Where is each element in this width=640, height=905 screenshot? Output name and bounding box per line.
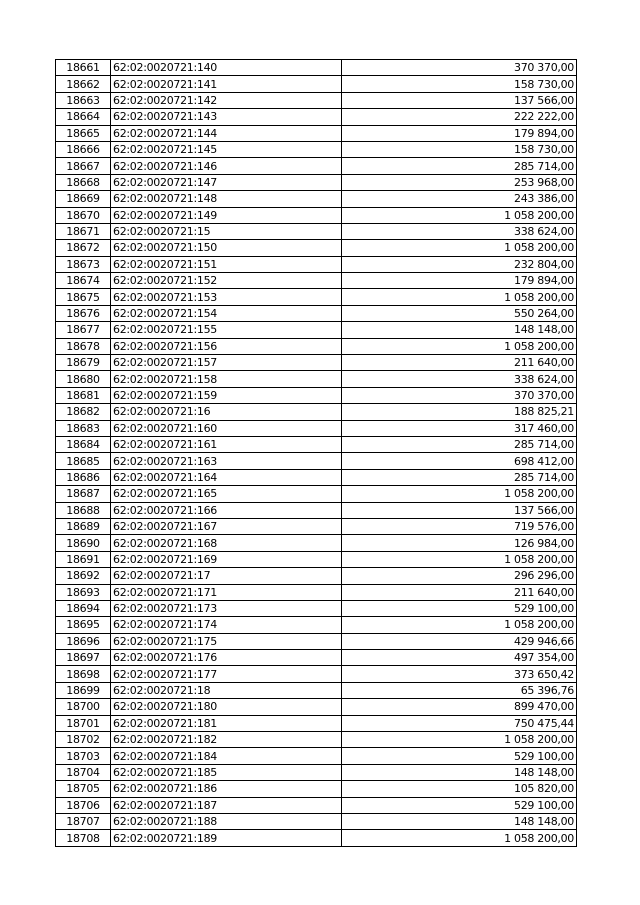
cadastral-value-cell: 1 058 200,00 — [342, 617, 577, 633]
cadastral-value-cell: 158 730,00 — [342, 141, 577, 157]
cadastral-value-cell: 65 396,76 — [342, 682, 577, 698]
table-row — [56, 650, 577, 666]
cadastral-value-cell: 497 354,00 — [342, 650, 577, 666]
cadastral-value-cell: 338 624,00 — [342, 223, 577, 239]
cadastral-value-cell: 529 100,00 — [342, 600, 577, 616]
cadastral-value-table — [55, 59, 577, 847]
table-row — [56, 305, 577, 321]
table-row — [56, 617, 577, 633]
table-row — [56, 600, 577, 616]
table-row — [56, 830, 577, 846]
cadastral-number-cell: 62:02:0020721:186 — [111, 781, 342, 797]
cadastral-value-cell: 1 058 200,00 — [342, 289, 577, 305]
cadastral-value-cell: 285 714,00 — [342, 436, 577, 452]
row-number-cell: 18667 — [56, 158, 111, 174]
cadastral-number-cell: 62:02:0020721:142 — [111, 92, 342, 108]
table-row — [56, 682, 577, 698]
table-row — [56, 125, 577, 141]
cadastral-value-cell: 317 460,00 — [342, 420, 577, 436]
cadastral-number-cell: 62:02:0020721:149 — [111, 207, 342, 223]
cadastral-number-cell: 62:02:0020721:16 — [111, 404, 342, 420]
cadastral-number-cell: 62:02:0020721:166 — [111, 502, 342, 518]
table-row — [56, 404, 577, 420]
cadastral-value-cell: 698 412,00 — [342, 453, 577, 469]
row-number-cell: 18673 — [56, 256, 111, 272]
table-row — [56, 502, 577, 518]
cadastral-value-cell: 1 058 200,00 — [342, 486, 577, 502]
row-number-cell: 18684 — [56, 436, 111, 452]
cadastral-number-cell: 62:02:0020721:141 — [111, 76, 342, 92]
cadastral-number-cell: 62:02:0020721:158 — [111, 371, 342, 387]
row-number-cell: 18707 — [56, 813, 111, 829]
table-row — [56, 240, 577, 256]
cadastral-value-cell: 148 148,00 — [342, 322, 577, 338]
cadastral-value-cell: 1 058 200,00 — [342, 732, 577, 748]
cadastral-value-cell: 158 730,00 — [342, 76, 577, 92]
table-row — [56, 60, 577, 76]
row-number-cell: 18696 — [56, 633, 111, 649]
cadastral-value-cell: 750 475,44 — [342, 715, 577, 731]
cadastral-number-cell: 62:02:0020721:188 — [111, 813, 342, 829]
row-number-cell: 18693 — [56, 584, 111, 600]
cadastral-value-cell: 148 148,00 — [342, 764, 577, 780]
table-row — [56, 158, 577, 174]
cadastral-number-cell: 62:02:0020721:154 — [111, 305, 342, 321]
cadastral-value-cell: 179 894,00 — [342, 125, 577, 141]
cadastral-number-cell: 62:02:0020721:165 — [111, 486, 342, 502]
row-number-cell: 18688 — [56, 502, 111, 518]
cadastral-value-cell: 1 058 200,00 — [342, 240, 577, 256]
row-number-cell: 18699 — [56, 682, 111, 698]
cadastral-value-cell: 370 370,00 — [342, 60, 577, 76]
cadastral-number-cell: 62:02:0020721:187 — [111, 797, 342, 813]
row-number-cell: 18666 — [56, 141, 111, 157]
row-number-cell: 18677 — [56, 322, 111, 338]
cadastral-number-cell: 62:02:0020721:152 — [111, 273, 342, 289]
row-number-cell: 18669 — [56, 191, 111, 207]
cadastral-value-cell: 211 640,00 — [342, 355, 577, 371]
row-number-cell: 18679 — [56, 355, 111, 371]
row-number-cell: 18680 — [56, 371, 111, 387]
cadastral-number-cell: 62:02:0020721:163 — [111, 453, 342, 469]
row-number-cell: 18683 — [56, 420, 111, 436]
table-row — [56, 453, 577, 469]
row-number-cell: 18662 — [56, 76, 111, 92]
cadastral-number-cell: 62:02:0020721:18 — [111, 682, 342, 698]
cadastral-value-cell: 529 100,00 — [342, 748, 577, 764]
table-row — [56, 174, 577, 190]
cadastral-value-cell: 429 946,66 — [342, 633, 577, 649]
table-row — [56, 436, 577, 452]
cadastral-value-cell: 285 714,00 — [342, 469, 577, 485]
row-number-cell: 18695 — [56, 617, 111, 633]
table-row — [56, 141, 577, 157]
cadastral-number-cell: 62:02:0020721:181 — [111, 715, 342, 731]
row-number-cell: 18685 — [56, 453, 111, 469]
cadastral-value-cell: 719 576,00 — [342, 518, 577, 534]
cadastral-number-cell: 62:02:0020721:177 — [111, 666, 342, 682]
cadastral-number-cell: 62:02:0020721:168 — [111, 535, 342, 551]
table-row — [56, 420, 577, 436]
row-number-cell: 18663 — [56, 92, 111, 108]
cadastral-value-cell: 126 984,00 — [342, 535, 577, 551]
table-row — [56, 699, 577, 715]
cadastral-value-cell: 550 264,00 — [342, 305, 577, 321]
row-number-cell: 18691 — [56, 551, 111, 567]
cadastral-number-cell: 62:02:0020721:17 — [111, 568, 342, 584]
cadastral-number-cell: 62:02:0020721:182 — [111, 732, 342, 748]
table-row — [56, 748, 577, 764]
table-row — [56, 813, 577, 829]
table-row — [56, 551, 577, 567]
cadastral-number-cell: 62:02:0020721:174 — [111, 617, 342, 633]
row-number-cell: 18674 — [56, 273, 111, 289]
table-row — [56, 191, 577, 207]
row-number-cell: 18703 — [56, 748, 111, 764]
cadastral-value-cell: 899 470,00 — [342, 699, 577, 715]
cadastral-number-cell: 62:02:0020721:146 — [111, 158, 342, 174]
cadastral-number-cell: 62:02:0020721:176 — [111, 650, 342, 666]
row-number-cell: 18671 — [56, 223, 111, 239]
cadastral-number-cell: 62:02:0020721:167 — [111, 518, 342, 534]
cadastral-value-cell: 211 640,00 — [342, 584, 577, 600]
cadastral-number-cell: 62:02:0020721:151 — [111, 256, 342, 272]
cadastral-number-cell: 62:02:0020721:169 — [111, 551, 342, 567]
cadastral-value-cell: 1 058 200,00 — [342, 830, 577, 846]
cadastral-number-cell: 62:02:0020721:145 — [111, 141, 342, 157]
table-row — [56, 568, 577, 584]
cadastral-number-cell: 62:02:0020721:155 — [111, 322, 342, 338]
cadastral-number-cell: 62:02:0020721:173 — [111, 600, 342, 616]
table-row — [56, 338, 577, 354]
table-body — [56, 60, 577, 847]
row-number-cell: 18676 — [56, 305, 111, 321]
table-row — [56, 797, 577, 813]
cadastral-number-cell: 62:02:0020721:144 — [111, 125, 342, 141]
cadastral-value-cell: 232 804,00 — [342, 256, 577, 272]
table-row — [56, 355, 577, 371]
table-row — [56, 732, 577, 748]
cadastral-value-cell: 137 566,00 — [342, 92, 577, 108]
row-number-cell: 18686 — [56, 469, 111, 485]
cadastral-number-cell: 62:02:0020721:164 — [111, 469, 342, 485]
row-number-cell: 18708 — [56, 830, 111, 846]
row-number-cell: 18672 — [56, 240, 111, 256]
table-row — [56, 273, 577, 289]
table-row — [56, 92, 577, 108]
table-row — [56, 371, 577, 387]
table-row — [56, 715, 577, 731]
table-row — [56, 223, 577, 239]
table-row — [56, 256, 577, 272]
cadastral-number-cell: 62:02:0020721:150 — [111, 240, 342, 256]
table-row — [56, 666, 577, 682]
cadastral-value-cell: 188 825,21 — [342, 404, 577, 420]
table-row — [56, 207, 577, 223]
cadastral-number-cell: 62:02:0020721:159 — [111, 387, 342, 403]
cadastral-value-cell: 529 100,00 — [342, 797, 577, 813]
row-number-cell: 18697 — [56, 650, 111, 666]
cadastral-value-cell: 373 650,42 — [342, 666, 577, 682]
cadastral-value-cell: 285 714,00 — [342, 158, 577, 174]
row-number-cell: 18681 — [56, 387, 111, 403]
table-row — [56, 387, 577, 403]
row-number-cell: 18668 — [56, 174, 111, 190]
row-number-cell: 18698 — [56, 666, 111, 682]
cadastral-number-cell: 62:02:0020721:175 — [111, 633, 342, 649]
table-row — [56, 322, 577, 338]
row-number-cell: 18704 — [56, 764, 111, 780]
cadastral-value-cell: 179 894,00 — [342, 273, 577, 289]
cadastral-number-cell: 62:02:0020721:148 — [111, 191, 342, 207]
row-number-cell: 18678 — [56, 338, 111, 354]
cadastral-number-cell: 62:02:0020721:153 — [111, 289, 342, 305]
cadastral-number-cell: 62:02:0020721:185 — [111, 764, 342, 780]
table-row — [56, 781, 577, 797]
row-number-cell: 18689 — [56, 518, 111, 534]
table-row — [56, 764, 577, 780]
cadastral-value-cell: 243 386,00 — [342, 191, 577, 207]
cadastral-value-cell: 105 820,00 — [342, 781, 577, 797]
row-number-cell: 18682 — [56, 404, 111, 420]
row-number-cell: 18675 — [56, 289, 111, 305]
row-number-cell: 18665 — [56, 125, 111, 141]
cadastral-number-cell: 62:02:0020721:15 — [111, 223, 342, 239]
cadastral-number-cell: 62:02:0020721:160 — [111, 420, 342, 436]
table-row — [56, 109, 577, 125]
cadastral-value-cell: 296 296,00 — [342, 568, 577, 584]
cadastral-value-cell: 222 222,00 — [342, 109, 577, 125]
row-number-cell: 18702 — [56, 732, 111, 748]
table-row — [56, 76, 577, 92]
cadastral-number-cell: 62:02:0020721:147 — [111, 174, 342, 190]
cadastral-value-cell: 1 058 200,00 — [342, 551, 577, 567]
table-row — [56, 584, 577, 600]
table-row — [56, 469, 577, 485]
table-row — [56, 289, 577, 305]
cadastral-number-cell: 62:02:0020721:180 — [111, 699, 342, 715]
row-number-cell: 18706 — [56, 797, 111, 813]
row-number-cell: 18690 — [56, 535, 111, 551]
row-number-cell: 18700 — [56, 699, 111, 715]
cadastral-value-cell: 1 058 200,00 — [342, 338, 577, 354]
cadastral-value-cell: 137 566,00 — [342, 502, 577, 518]
cadastral-value-cell: 253 968,00 — [342, 174, 577, 190]
cadastral-value-cell: 148 148,00 — [342, 813, 577, 829]
cadastral-number-cell: 62:02:0020721:161 — [111, 436, 342, 452]
cadastral-value-cell: 338 624,00 — [342, 371, 577, 387]
cadastral-number-cell: 62:02:0020721:157 — [111, 355, 342, 371]
row-number-cell: 18692 — [56, 568, 111, 584]
row-number-cell: 18664 — [56, 109, 111, 125]
row-number-cell: 18661 — [56, 60, 111, 76]
table-row — [56, 633, 577, 649]
cadastral-number-cell: 62:02:0020721:184 — [111, 748, 342, 764]
table-row — [56, 518, 577, 534]
cadastral-number-cell: 62:02:0020721:189 — [111, 830, 342, 846]
cadastral-value-cell: 1 058 200,00 — [342, 207, 577, 223]
row-number-cell: 18687 — [56, 486, 111, 502]
row-number-cell: 18670 — [56, 207, 111, 223]
cadastral-number-cell: 62:02:0020721:156 — [111, 338, 342, 354]
cadastral-number-cell: 62:02:0020721:143 — [111, 109, 342, 125]
row-number-cell: 18705 — [56, 781, 111, 797]
cadastral-number-cell: 62:02:0020721:140 — [111, 60, 342, 76]
row-number-cell: 18694 — [56, 600, 111, 616]
cadastral-value-cell: 370 370,00 — [342, 387, 577, 403]
row-number-cell: 18701 — [56, 715, 111, 731]
cadastral-number-cell: 62:02:0020721:171 — [111, 584, 342, 600]
table-row — [56, 535, 577, 551]
table-row — [56, 486, 577, 502]
